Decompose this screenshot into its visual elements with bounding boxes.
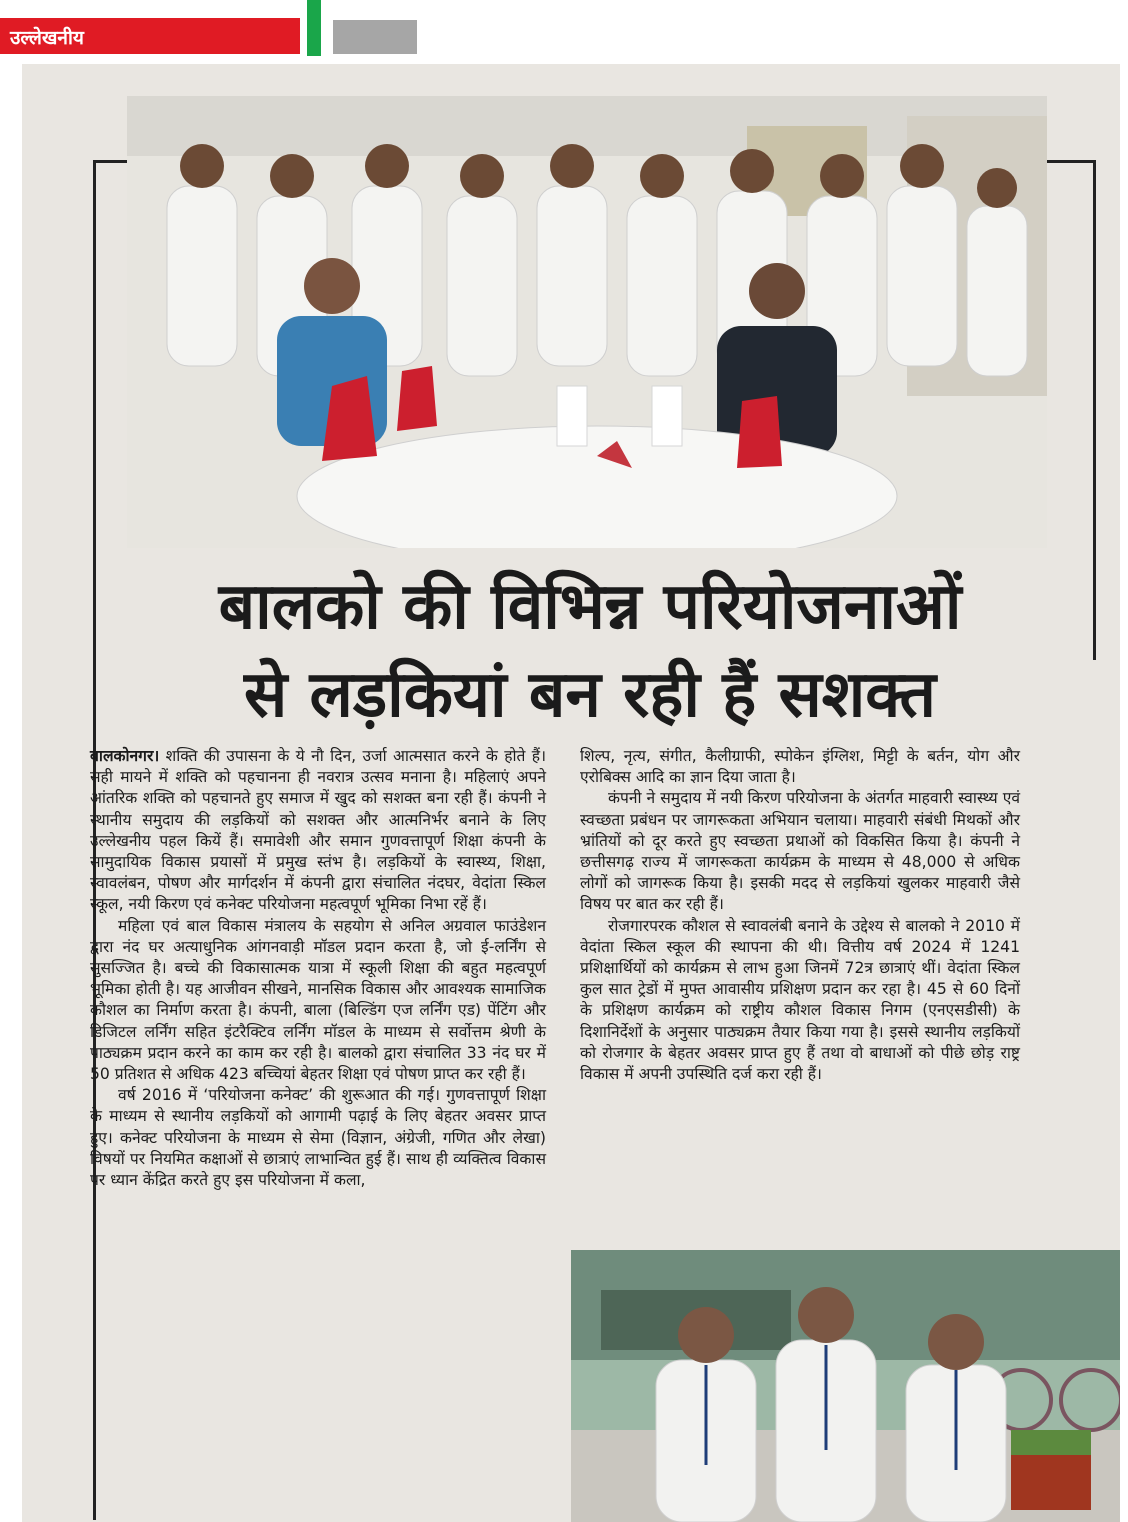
section-label: उल्लेखनीय [10, 27, 84, 49]
article-column-left [90, 746, 546, 1191]
headline-line-1: बालको की विभिन्न परियोजनाओं [218, 570, 962, 644]
headline-line-2: से लड़कियां बन रही हैं सशक्त [243, 658, 937, 732]
article-paragraph: वर्ष 2016 में ‘परियोजना कनेक्ट’ की शुरूआत की गई। गुणवत्तापूर्ण शिक्षा के माध्यम से स्थानीय लड़कियों को आगामी पढ़ाई के लिए बेहतर अवसर प्राप्त हुए। कनेक्ट परियोजना के माध्यम से सेमा (विज्ञान, अंग्रेजी, गणित और लेखा) विषयों पर नियमित कक्षाओं से छात्राएं लाभान्वित हुई हैं। साथ ही व्यक्तित्व विकास पर ध्यान केंद्रित करते हुए इस परियोजना में कला, [90, 1086, 546, 1190]
dateline: बालकोनगर। [90, 747, 160, 765]
article-paragraph: शिल्प, नृत्य, संगीत, कैलीग्राफी, स्पोकेन इंग्लिश, मिट्टी के बर्तन, योग और एरोबिक्स आदि का ज्ञान दिया जाता है। [580, 747, 1020, 787]
group-photo-icon [127, 96, 1047, 548]
grey-block [333, 20, 417, 54]
main-photo [127, 96, 1047, 548]
students-photo-icon [571, 1250, 1120, 1522]
article-paragraph: महिला एवं बाल विकास मंत्रालय के सहयोग से अनिल अग्रवाल फाउंडेशन द्वारा नंद घर अत्याधुनिक आंगनवाड़ी मॉडल प्रदान करता है, जो ई-लर्निंग से सुसज्जित है। बच्चे की विकासात्मक यात्रा में स्कूली शिक्षा की बहुत महत्वपूर्ण भूमिका होती है। यह आजीवन सीखने, मानसिक विकास और आवश्यक सामाजिक कौशल का निर्माण करता है। कंपनी, बाला (बिल्डिंग एज लर्निंग एड) पेंटिंग और डिजिटल लर्निंग सहित इंटरैक्टिव लर्निंग मॉडल के माध्यम से सर्वोत्तम श्रेणी के पाठ्यक्रम प्रदान करने का काम कर रही है। बालको द्वारा संचालित 33 नंद घर में 50 प्रतिशत से अधिक 423 बच्चियां बेहतर शिक्षा एवं पोषण प्राप्त कर रही हैं। [90, 916, 546, 1084]
green-stripe [307, 0, 321, 56]
article-paragraph: रोजगारपरक कौशल से स्वावलंबी बनाने के उद्देश्य से बालको ने 2010 में वेदांता स्किल स्कूल की स्थापना की थी। वित्तीय वर्ष 2024 में 1241 प्रशिक्षार्थियों को कार्यक्रम से लाभ हुआ जिनमें 72त्र छात्राएं थीं। वेदांता स्किल कुल सात ट्रेडों में मुफ्त आवासीय प्रशिक्षण प्रदान कर रहा है। 45 से 60 दिनों के प्रशिक्षण कार्यक्रम को राष्ट्रीय कौशल विकास निगम (एनएसडीसी) के दिशानिर्देशों के अनुसार पाठ्यक्रम तैयार किया गया है। इससे स्थानीय लड़कियों को रोजगार के बेहतर अवसर प्राप्त हुए हैं तथा वो बाधाओं को पीछे छोड़ राष्ट्र विकास में अपनी उपस्थिति दर्ज करा रही हैं। [580, 916, 1020, 1084]
article-paragraph [90, 746, 546, 916]
paragraph-text: शक्ति की उपासना के ये नौ दिन, उर्जा आत्मसात करने के होते हैं। सही मायने में शक्ति को पहचानना ही नवरात्र उत्सव मनाना है। महिलाएं अपने आंतरिक शक्ति को पहचानते हुए समाज में खुद को सशक्त बना रही हैं। कंपनी ने स्थानीय समुदाय की लड़कियों को सशक्त और आत्मनिर्भर बनाने के लिए उल्लेखनीय पहल कियें हैं। समावेशी और समान गुणवत्तापूर्ण शिक्षा कंपनी के सामुदायिक विकास प्रयासों में प्रमुख स्तंभ है। लड़कियों के स्वास्थ्य, शिक्षा, स्वावलंबन, पोषण और मार्गदर्शन में कंपनी द्वारा संचालित नंदघर, वेदांता स्किल स्कूल, नयी किरण एवं कनेक्ट परियोजना महत्वपूर्ण भूमिका निभा रहें हैं। [90, 747, 546, 914]
article-paragraph: कंपनी ने समुदाय में नयी किरण परियोजना के अंतर्गत माहवारी स्वास्थ्य एवं स्वच्छता प्रबंधन पर जागरूकता अभियान चलाया। माहवारी संबंधी मिथकों और भ्रांतियों को दूर करते हुए स्वच्छता प्रथाओं को विकसित किया है। कंपनी ने छत्तीसगढ़ राज्य में जागरूकता कार्यक्रम के माध्यम से 48,000 से अधिक लोगों को जागरूक किया है। इसकी मदद से लड़कियां खुलकर माहवारी जैसे विषय पर बात कर रही हैं। [580, 789, 1020, 914]
article-column-right [580, 746, 1020, 1085]
frame-right-rule [1093, 160, 1096, 660]
students-photo [571, 1250, 1120, 1522]
